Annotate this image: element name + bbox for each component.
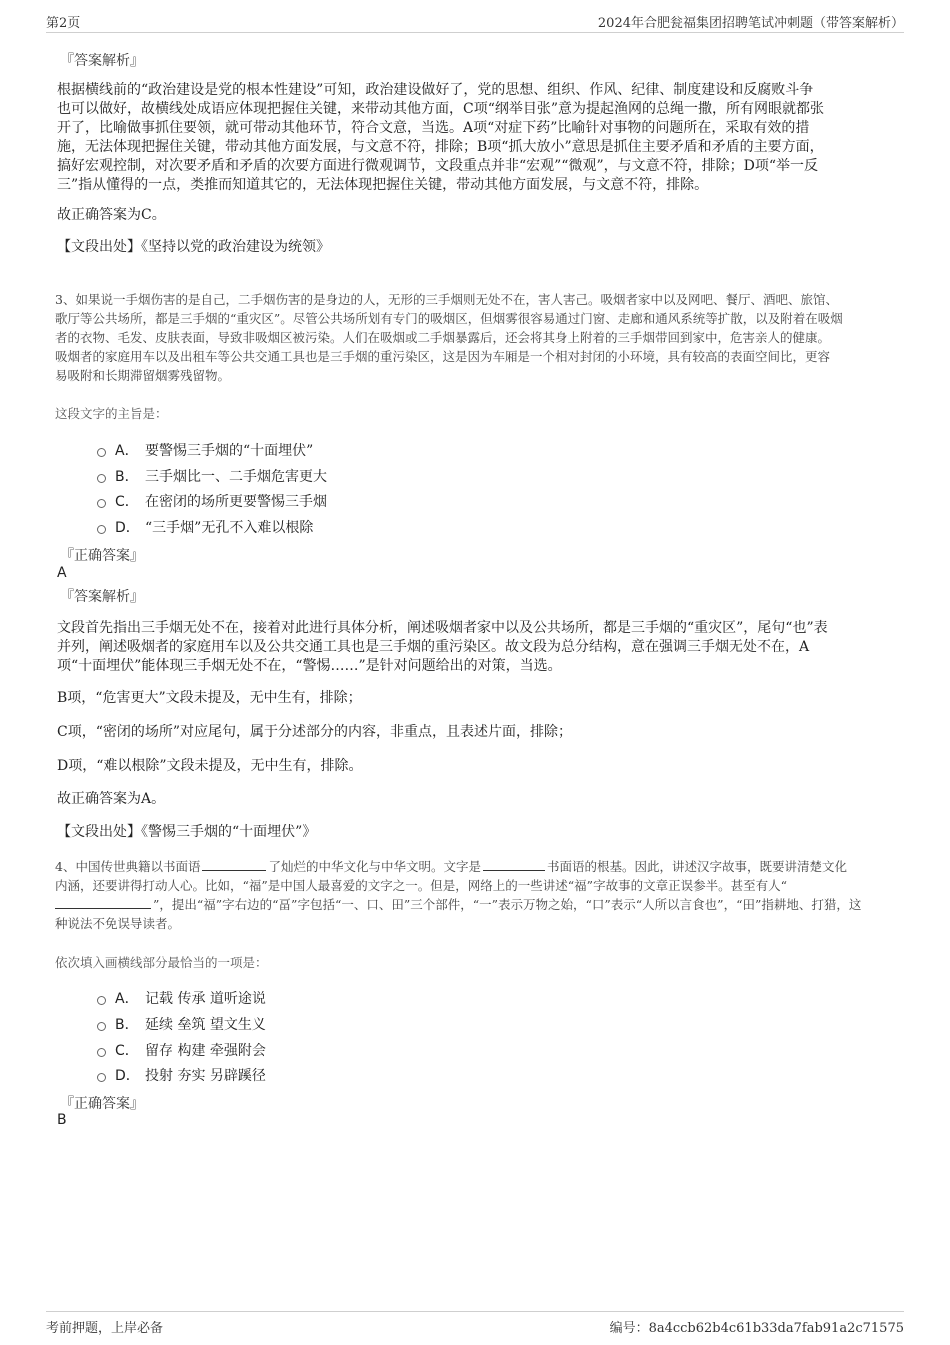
radio-icon[interactable]	[97, 1073, 106, 1082]
blank-1	[202, 858, 266, 871]
text-line: 者的衣物、毛发、皮肤表面，导致非吸烟区被污染。人们在吸烟或二手烟暴露后，还会将其身上附着的三手烟带回到家中，危害亲人的健康。	[55, 330, 831, 345]
text-line: 搞好宏观控制，对次要矛盾和矛盾的次要方面进行微观调节，文段重点并非“宏观”“微观”，与文意不符，排除；D项“举一反	[57, 158, 819, 174]
text-line: 4、中国传世典籍以书面语 了灿烂的中华文化与中华文明。文字是 书面语的根基。因此，讲述汉字故事，既要讲清楚文化	[55, 859, 847, 874]
q4-option-d[interactable]	[97, 1065, 266, 1085]
option-text: 留存 构建 牵强附会	[145, 1043, 266, 1059]
document-title: 2024年合肥瓮福集团招聘笔试冲刺题（带答案解析）	[597, 16, 904, 31]
q2-source: 【文段出处】《坚持以党的政治建设为统领》	[57, 239, 330, 255]
q3-analysis-d: D项，“难以根除”文段未提及，无中生有，排除。	[57, 758, 363, 774]
page-footer	[46, 1311, 904, 1336]
text-line: 项“十面埋伏”能体现三手烟无处不在，“警惕……”是针对问题给出的对策，当选。	[57, 658, 562, 674]
q3-conclusion: 故正确答案为A。	[57, 791, 166, 807]
option-letter: C．	[115, 494, 139, 510]
text-line: 内涵，还要讲得打动人心。比如，“福”是中国人最喜爱的文字之一。但是，网络上的一些讲述“福”字故事的文章正误参半。甚至有人“	[55, 878, 787, 893]
option-text: 记载 传承 道听途说	[145, 991, 266, 1007]
page-header	[46, 10, 904, 33]
option-letter: A．	[115, 991, 139, 1007]
q4-option-a[interactable]	[97, 988, 266, 1008]
option-letter: D．	[115, 520, 140, 536]
radio-icon[interactable]	[97, 1048, 106, 1057]
q3-option-d[interactable]	[97, 517, 313, 537]
q3-answer: A	[57, 565, 67, 581]
blank-2	[483, 858, 545, 871]
option-letter: C．	[115, 1043, 139, 1059]
option-letter: B．	[115, 469, 139, 485]
text-line: 种说法不免误导读者。	[55, 916, 181, 931]
option-text: 要警惕三手烟的“十面埋伏”	[145, 443, 314, 459]
q4-answer: B	[57, 1112, 67, 1128]
q3-analysis-label: 『答案解析』	[60, 589, 144, 605]
text-line: 也可以做好，故横线处成语应体现把握住关键，来带动其他方面，C项“纲举目张”意为提起渔网的总绳一撒，所有网眼就都张	[57, 101, 825, 117]
q2-analysis-paragraph	[57, 81, 907, 195]
q3-stem	[55, 290, 905, 385]
q2-conclusion: 故正确答案为C。	[57, 207, 166, 223]
option-letter: B．	[115, 1017, 139, 1033]
text-line: 根据横线前的“政治建设是党的根本性建设”可知，政治建设做好了，党的思想、组织、作风、纪律、制度建设和反腐败斗争	[57, 82, 814, 98]
option-text: 投射 夯实 另辟蹊径	[145, 1068, 266, 1084]
option-text: 延续 垒筑 望文生义	[145, 1017, 266, 1033]
option-letter: D．	[115, 1068, 140, 1084]
q3-option-a[interactable]	[97, 440, 313, 460]
q3-analysis-b: B项，“危害更大”文段未提及，无中生有，排除；	[57, 690, 362, 706]
footer-slogan: 考前押题，上岸必备	[46, 1321, 164, 1336]
radio-icon[interactable]	[97, 448, 106, 457]
text-line: 3、如果说一手烟伤害的是自己，二手烟伤害的是身边的人，无形的三手烟则无处不在，害人害己。吸烟者家中以及网吧、餐厅、酒吧、旅馆、	[55, 292, 838, 307]
text-line: 易吸附和长期滞留烟雾残留物。	[55, 368, 231, 383]
text-line: 开了，比喻做事抓住要领，就可带动其他环节，符合文意，当选。A项“对症下药”比喻针对事物的问题所在，采取有效的措	[57, 120, 810, 136]
text-line: 歌厅等公共场所，都是三手烟的“重灾区”。尽管公共场所划有专门的吸烟区，但烟雾很容易通过门窗、走廊和通风系统等扩散，以及附着在吸烟	[55, 311, 843, 326]
option-text: 三手烟比一、二手烟危害更大	[145, 469, 327, 485]
text-line: 吸烟者的家庭用车以及出租车等公共交通工具也是三手烟的重污染区，这是因为车厢是一个相对封闭的小环境，具有较高的表面空间比，更容	[55, 349, 831, 364]
blank-3	[55, 896, 151, 909]
q3-analysis-paragraph	[57, 619, 907, 676]
text-line: 三”指从懂得的一点，类推而知道其它的，无法体现把握住关键，带动其他方面发展，与文意不符，排除。	[57, 177, 709, 193]
q3-source: 【文段出处】《警惕三手烟的“十面埋伏”》	[57, 824, 317, 840]
q4-option-b[interactable]	[97, 1014, 266, 1034]
radio-icon[interactable]	[97, 499, 106, 508]
q3-analysis-c: C项，“密闭的场所”对应尾句，属于分述部分的内容，非重点，且表述片面，排除；	[57, 724, 573, 740]
q3-option-b[interactable]	[97, 466, 327, 486]
radio-icon[interactable]	[97, 525, 106, 534]
page-number: 第2页	[46, 16, 81, 31]
text-line: 文段首先指出三手烟无处不在，接着对此进行具体分析，阐述吸烟者家中以及公共场所，都是三手烟的“重灾区”，尾句“也”表	[57, 620, 828, 636]
text-line: ”，提出“福”字右边的“畐”字包括“一、口、田”三个部件，“一”表示万物之始，“口”表示“人所以言食也”，“田”指耕地、打猎，这	[55, 895, 905, 914]
q3-option-c[interactable]	[97, 491, 327, 511]
radio-icon[interactable]	[97, 474, 106, 483]
q4-option-c[interactable]	[97, 1040, 266, 1060]
option-text: 在密闭的场所更要警惕三手烟	[145, 494, 327, 510]
q4-prompt: 依次填入画横线部分最恰当的一项是：	[55, 955, 268, 970]
q4-answer-label: 『正确答案』	[60, 1096, 144, 1112]
q3-prompt: 这段文字的主旨是：	[55, 406, 168, 421]
text-line: 施，无法体现把握住关键，带动其他方面发展，与文意不符，排除；B项“抓大放小”意思是抓住主要矛盾和矛盾的主要方面，	[57, 139, 824, 155]
option-text: “三手烟”无孔不入难以根除	[145, 520, 314, 536]
q4-stem	[55, 857, 905, 933]
radio-icon[interactable]	[97, 1022, 106, 1031]
text-line: 并列，阐述吸烟者的家庭用车以及公共交通工具也是三手烟的重污染区。故文段为总分结构，意在强调三手烟无处不在，A	[57, 639, 810, 655]
document-id: 编号：8a4ccb62b4c61b33da7fab91a2c71575	[609, 1321, 904, 1336]
radio-icon[interactable]	[97, 996, 106, 1005]
q2-analysis-label: 『答案解析』	[60, 53, 144, 69]
q3-answer-label: 『正确答案』	[60, 548, 144, 564]
option-letter: A．	[115, 443, 139, 459]
